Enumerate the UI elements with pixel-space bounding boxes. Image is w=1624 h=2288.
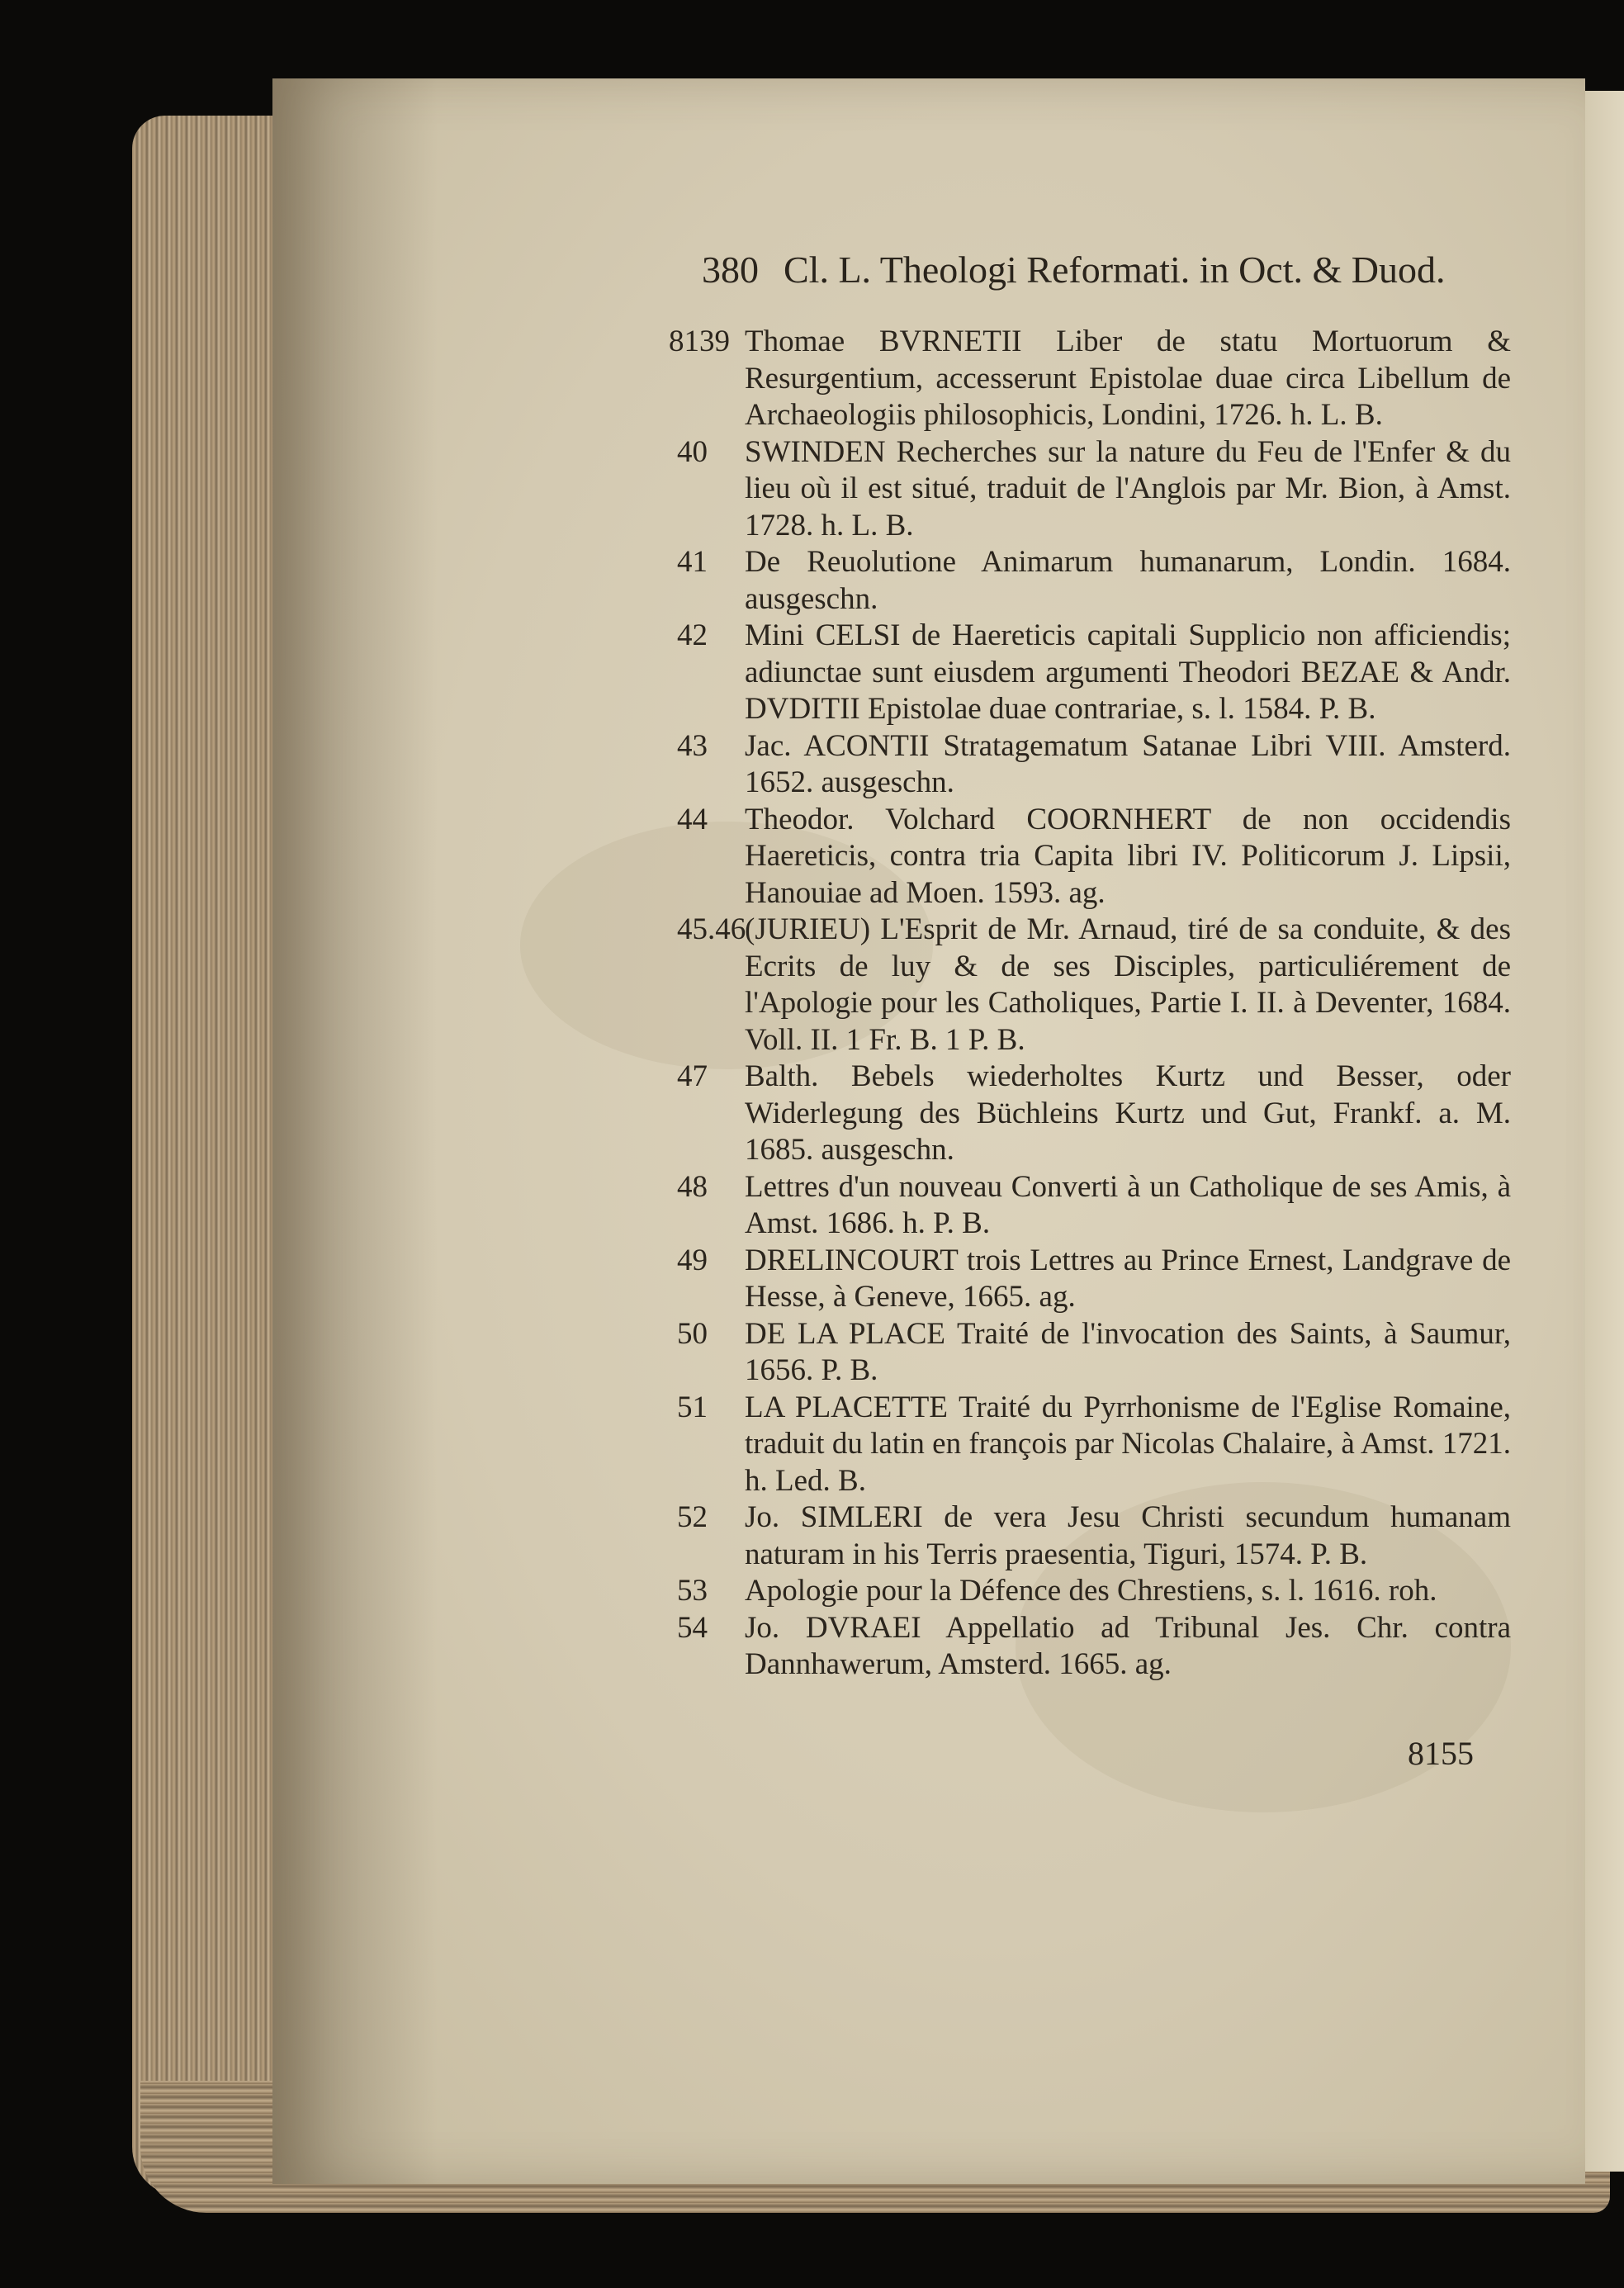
entry-text: LA PLACETTE Traité du Pyrrhonisme de l'Eglise Romaine, traduit du latin en françois par Nicolas Chalaire, à Amst. 1721. h. Led. B. (745, 1390, 1511, 1498)
entry-number: 44 (677, 802, 708, 836)
entry-text: SWINDEN Recherches sur la nature du Feu de l'Enfer & du lieu où il est situé, traduit de l'Anglois par Mr. Bion, à Amst. 1728. h. L. B. (745, 434, 1511, 542)
page-gutter-shadow (272, 78, 438, 2184)
catalog-entry (677, 728, 1511, 802)
page-number: 380 (702, 249, 759, 291)
catalog-entry (677, 1499, 1511, 1573)
catalog-entries (669, 324, 1511, 1684)
entry-text: Apologie pour la Défence des Chrestiens, s. l. 1616. roh. (745, 1574, 1437, 1608)
entry-number: 45.46 (677, 912, 746, 946)
entry-text: Mini CELSI de Haereticis capitali Supplicio non afficiendis; adiunctae sunt eiusdem argumenti Theodori BEZAE & Andr. DVDITII Epistolae duae contrariae, s. l. 1584. P. B. (745, 618, 1511, 726)
entry-number: 47 (677, 1059, 708, 1093)
entry-number: 53 (677, 1574, 708, 1608)
entry-text: DRELINCOURT trois Lettres au Prince Ernest, Landgrave de Hesse, à Geneve, 1665. ag. (745, 1243, 1511, 1314)
catalog-entry (677, 1610, 1511, 1684)
catalog-entry (669, 324, 1511, 434)
entry-number: 40 (677, 434, 708, 469)
catalog-entry (677, 1243, 1511, 1316)
catalog-entry (677, 618, 1511, 728)
catalog-entry (677, 802, 1511, 912)
entry-text: De Reuolutione Animarum humanarum, Londin. 1684. ausgeschn. (745, 545, 1511, 616)
catalog-entry (677, 1059, 1511, 1169)
catchword: 8155 (1408, 1735, 1474, 1772)
entry-number: 48 (677, 1169, 708, 1204)
running-header (702, 248, 1511, 306)
catalog-entry (677, 544, 1511, 618)
catalog-entry (677, 434, 1511, 545)
catalog-entry (677, 1169, 1511, 1243)
entry-text: Jo. SIMLERI de vera Jesu Christi secundum humanam naturam in his Terris praesentia, Tiguri, 1574. P. B. (745, 1500, 1511, 1571)
catalog-entry (677, 1573, 1511, 1610)
running-title: Cl. L. Theologi Reformati. in Oct. & Duod. (784, 249, 1446, 291)
catalog-entry (677, 1316, 1511, 1390)
entry-number: 52 (677, 1500, 708, 1534)
entry-number: 8139 (669, 324, 730, 358)
entry-number: 51 (677, 1390, 708, 1424)
entry-text: Jo. DVRAEI Appellatio ad Tribunal Jes. Chr. contra Dannhawerum, Amsterd. 1665. ag. (745, 1610, 1511, 1681)
entry-text: Theodor. Volchard COORNHERT de non occidendis Haereticis, contra tria Capita libri IV. Politicorum J. Lipsii, Hanouiae ad Moen. 1593. ag. (745, 802, 1511, 910)
entry-text: Balth. Bebels wiederholtes Kurtz und Besser, oder Widerlegung des Büchleins Kurtz und Gut, Frankf. a. M. 1685. ausgeschn. (745, 1059, 1511, 1167)
entry-text: Jac. ACONTII Stratagematum Satanae Libri VIII. Amsterd. 1652. ausgeschn. (745, 728, 1511, 799)
entry-text: DE LA PLACE Traité de l'invocation des Saints, à Saumur, 1656. P. B. (745, 1316, 1511, 1387)
entry-number: 42 (677, 618, 708, 652)
catalog-entry (677, 912, 1511, 1059)
entry-text: (JURIEU) L'Esprit de Mr. Arnaud, tiré de sa conduite, & des Ecrits de luy & de ses Disciples, particuliérement de l'Apologie pour les Catholiques, Partie I. II. à Deventer, 1684. Voll. II. 1 Fr. B. 1 P. B. (745, 912, 1511, 1057)
catalog-entry (677, 1390, 1511, 1500)
entry-number: 50 (677, 1316, 708, 1351)
entry-text: Lettres d'un nouveau Converti à un Catholique de ses Amis, à Amst. 1686. h. P. B. (745, 1169, 1511, 1240)
entry-number: 54 (677, 1610, 708, 1645)
entry-number: 49 (677, 1243, 708, 1277)
entry-number: 43 (677, 728, 708, 763)
entry-number: 41 (677, 545, 708, 579)
entry-text: Thomae BVRNETII Liber de statu Mortuorum & Resurgentium, accesserunt Epistolae duae circa Libellum de Archaeologiis philosophicis, Londini, 1726. h. L. B. (745, 324, 1511, 432)
